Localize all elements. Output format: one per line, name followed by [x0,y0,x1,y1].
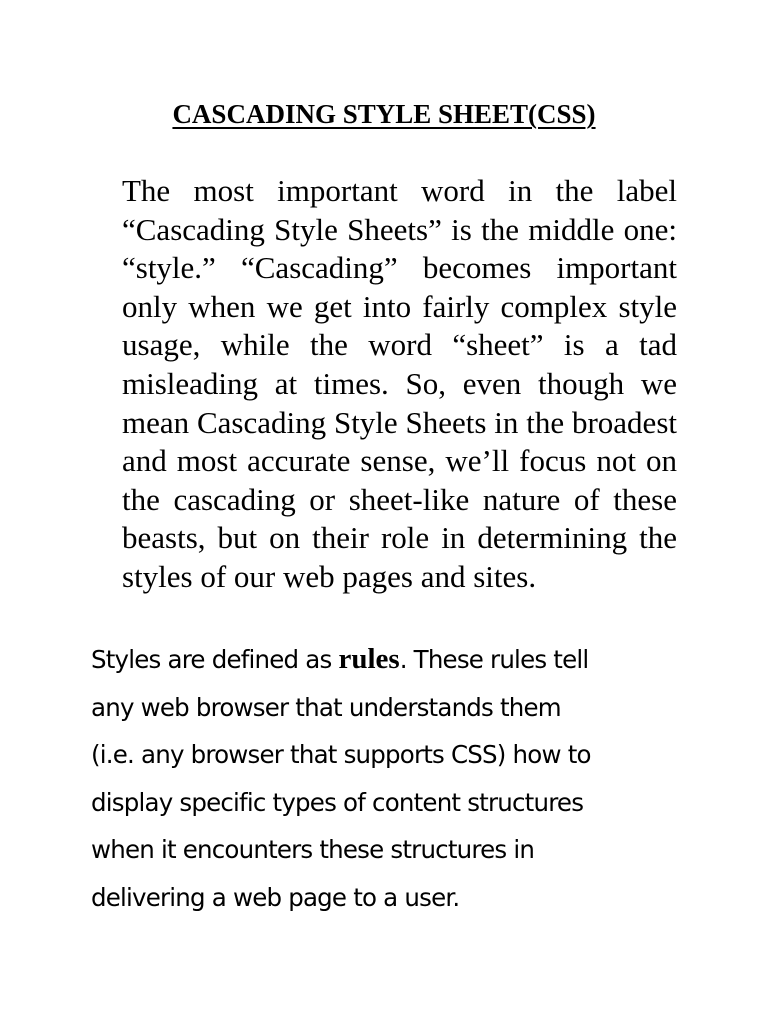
styles-line-3: (i.e. any browser that supports CSS) how to [91,740,591,769]
styles-line-1-rest: . These rules tell [399,645,589,674]
page-title: CASCADING STYLE SHEET(CSS) [172,99,596,129]
styles-lead-text: Styles are defined as [91,645,339,674]
rules-term: rules [338,643,400,675]
styles-line-4: display specific types of content structures [91,787,584,817]
styles-paragraph [91,636,711,921]
styles-line-5: when it encounters these structures in [91,835,535,864]
styles-line-6: delivering a web page to a user. [91,882,460,912]
intro-paragraph: The most important word in the label “Cascading Style Sheets” is the middle one: “style.” “Cascading” becomes important only when we get into fairly complex style usage, while the word “sheet” is a tad misleading at times. So, even though we mean Cascading Style Sheets in the broadest and most accurate sense, we’ll focus not on the cascading or sheet-like nature of these beasts, but on their role in determining the styles of our web pages and sites. [122,173,677,594]
styles-line-1 [91,636,711,684]
styles-line-2: any web browser that understands them [91,692,561,722]
